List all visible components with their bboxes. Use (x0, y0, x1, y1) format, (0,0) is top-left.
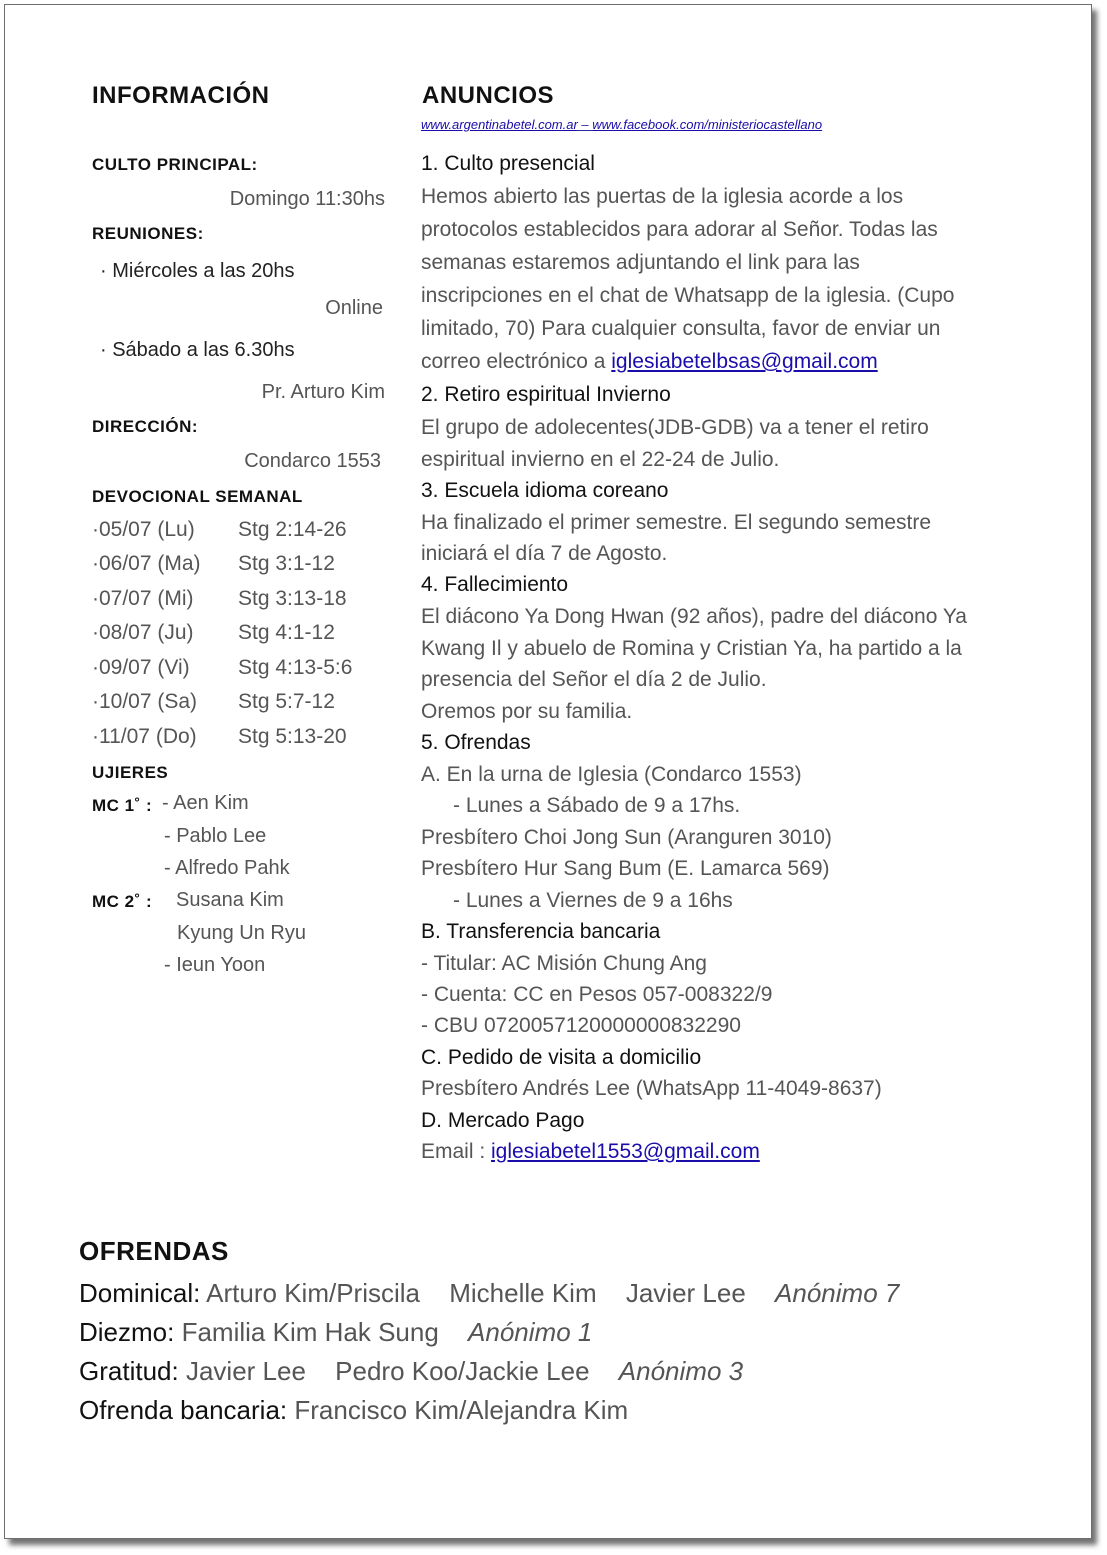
anuncio-1-line: inscripciones en el chat de Whatsapp de la iglesia. (Cupo (421, 284, 955, 307)
devocional-date: ·10/07 (Sa) (92, 690, 198, 713)
mercado-pago-prefix: Email : (421, 1140, 492, 1163)
dominical-label: Dominical: (79, 1278, 201, 1308)
facebook-link[interactable]: www.facebook.com/ministeriocastellano (592, 117, 823, 132)
ofrenda-gratitud (79, 1356, 743, 1387)
anuncio-3-title: 3. Escuela idioma coreano (421, 479, 669, 502)
mercado-pago-line (421, 1140, 760, 1164)
transferencia-line: - CBU 0720057120000000832290 (421, 1014, 741, 1037)
devocional-ref: Stg 5:7-12 (238, 690, 335, 713)
anuncio-3-line: Ha finalizado el primer semestre. El segundo semestre (421, 511, 932, 534)
devocional-date: ·05/07 (Lu) (92, 518, 195, 541)
diezmo-label: Diezmo: (79, 1317, 175, 1347)
gratitud-label: Gratitud: (79, 1356, 179, 1386)
reuniones-label: REUNIONES: (92, 224, 204, 243)
transferencia-line: - Cuenta: CC en Pesos 057-008322/9 (421, 983, 773, 1006)
mercado-pago-title: D. Mercado Pago (421, 1109, 585, 1132)
anuncio-4-line: Oremos por su familia. (421, 700, 633, 723)
direccion-value: Condarco 1553 (244, 450, 381, 472)
devocional-ref: Stg 4:13-5:6 (238, 656, 353, 679)
dominical-name: Arturo Kim/Priscila (206, 1278, 420, 1308)
ofrendas-urna: A. En la urna de Iglesia (Condarco 1553) (421, 763, 802, 786)
devocional-ref: Stg 2:14-26 (238, 518, 347, 541)
direccion-label: DIRECCIÓN: (92, 417, 199, 436)
dominical-name: Javier Lee (625, 1278, 746, 1308)
anuncio-4-title: 4. Fallecimiento (421, 573, 569, 596)
devocional-row (92, 725, 392, 759)
devocional-row (92, 518, 392, 552)
transferencia-line: - Titular: AC Misión Chung Ang (421, 952, 707, 975)
mc2-member: Susana Kim (176, 889, 284, 911)
ofrendas-title: OFRENDAS (79, 1236, 229, 1266)
presbitero-horario: - Lunes a Viernes de 9 a 16hs (453, 889, 733, 912)
contact-email-link[interactable]: iglesiabetelbsas@gmail.com (611, 350, 878, 373)
ofrenda-dominical (79, 1278, 899, 1309)
mc1-member: - Pablo Lee (164, 825, 267, 847)
devocional-date: ·11/07 (Do) (92, 725, 197, 748)
link-separator: – (577, 117, 593, 132)
web-links (421, 117, 822, 132)
presbitero-choi: Presbítero Choi Jong Sun (Aranguren 3010) (421, 826, 832, 849)
culto-label: CULTO PRINCIPAL: (92, 155, 258, 174)
devocional-ref: Stg 5:13-20 (238, 725, 347, 748)
ofrendas-urna-horario: - Lunes a Sábado de 9 a 17hs. (453, 794, 741, 817)
reunion-sabado: · Sábado a las 6.30hs (100, 339, 295, 361)
ofrenda-diezmo (79, 1317, 592, 1348)
visita-line: Presbítero Andrés Lee (WhatsApp 11-4049-8637) (421, 1077, 882, 1100)
mc2-label: MC 2˚ : (92, 892, 153, 911)
presbitero-hur: Presbítero Hur Sang Bum (E. Lamarca 569) (421, 857, 830, 880)
ujieres-label: UJIERES (92, 763, 169, 782)
mc1-label: MC 1˚ : (92, 796, 153, 815)
visita-title: C. Pedido de visita a domicilio (421, 1046, 702, 1069)
anuncios-title: ANUNCIOS (422, 82, 555, 109)
devocional-ref: Stg 3:1-12 (238, 552, 335, 575)
anuncio-4-line: Kwang Il y abuelo de Romina y Cristian Ya, ha partido a la (421, 637, 962, 660)
reunion-miercoles: · Miércoles a las 20hs (100, 260, 295, 282)
gratitud-name: Javier Lee (185, 1356, 306, 1386)
website-link[interactable]: www.argentinabetel.com.ar (421, 117, 578, 132)
devocional-date: ·08/07 (Ju) (92, 621, 194, 644)
devocional-row (92, 587, 392, 621)
ofrenda-bancaria (79, 1395, 628, 1426)
anuncio-5-title: 5. Ofrendas (421, 731, 531, 754)
anuncio-1-line: protocolos establecidos para adorar al Señor. Todas las (421, 218, 938, 241)
devocional-row (92, 656, 392, 690)
anuncio-4-line: El diácono Ya Dong Hwan (92 años), padre del diácono Ya (421, 605, 967, 628)
devocional-date: ·06/07 (Ma) (92, 552, 201, 575)
anuncio-1-line: limitado, 70) Para cualquier consulta, favor de enviar un (421, 317, 941, 340)
anuncio-2-line: El grupo de adolecentes(JDB-GDB) va a tener el retiro (421, 416, 929, 439)
anuncio-1-line: semanas estaremos adjuntando el link para las (421, 251, 860, 274)
info-title: INFORMACIÓN (92, 82, 270, 109)
diezmo-anon: Anónimo 1 (468, 1317, 593, 1347)
devocional-label: DEVOCIONAL SEMANAL (92, 487, 303, 506)
mc1-member: - Alfredo Pahk (164, 857, 290, 879)
anuncio-1-line (421, 350, 878, 374)
anuncio-4-line: presencia del Señor el día 2 de Julio. (421, 668, 767, 691)
anuncio-1-line: Hemos abierto las puertas de la iglesia acorde a los (421, 185, 904, 208)
devocional-row (92, 621, 392, 655)
bancaria-name: Francisco Kim/Alejandra Kim (294, 1395, 629, 1425)
devocional-date: ·09/07 (Vi) (92, 656, 190, 679)
devocional-ref: Stg 3:13-18 (238, 587, 347, 610)
devocional-row (92, 552, 392, 586)
gratitud-anon: Anónimo 3 (618, 1356, 744, 1386)
mc2-member: - Ieun Yoon (164, 954, 266, 976)
culto-value: Domingo 11:30hs (229, 188, 385, 210)
anuncio-1-title: 1. Culto presencial (421, 152, 595, 175)
anuncio-2-title: 2. Retiro espiritual Invierno (421, 383, 671, 406)
mc2-member: Kyung Un Ryu (177, 922, 306, 944)
anuncio-2-line: espiritual invierno en el 22-24 de Julio. (421, 448, 780, 471)
anuncio-3-line: iniciará el día 7 de Agosto. (421, 542, 668, 565)
transferencia-title: B. Transferencia bancaria (421, 920, 661, 943)
mercado-pago-email-link[interactable]: iglesiabetel1553@gmail.com (491, 1140, 760, 1163)
anuncio-1-prefix: correo electrónico a (421, 350, 612, 373)
devocional-date: ·07/07 (Mi) (92, 587, 194, 610)
mc1-member: - Aen Kim (162, 792, 249, 814)
reunion-sabado-note: Pr. Arturo Kim (261, 381, 385, 403)
diezmo-name: Familia Kim Hak Sung (181, 1317, 439, 1347)
dominical-name: Michelle Kim (449, 1278, 597, 1308)
dominical-anon: Anónimo 7 (775, 1278, 900, 1308)
bancaria-label: Ofrenda bancaria: (79, 1395, 288, 1425)
devocional-ref: Stg 4:1-12 (238, 621, 335, 644)
gratitud-name: Pedro Koo/Jackie Lee (335, 1356, 590, 1386)
reunion-miercoles-note: Online (325, 297, 383, 319)
devocional-row (92, 690, 392, 724)
